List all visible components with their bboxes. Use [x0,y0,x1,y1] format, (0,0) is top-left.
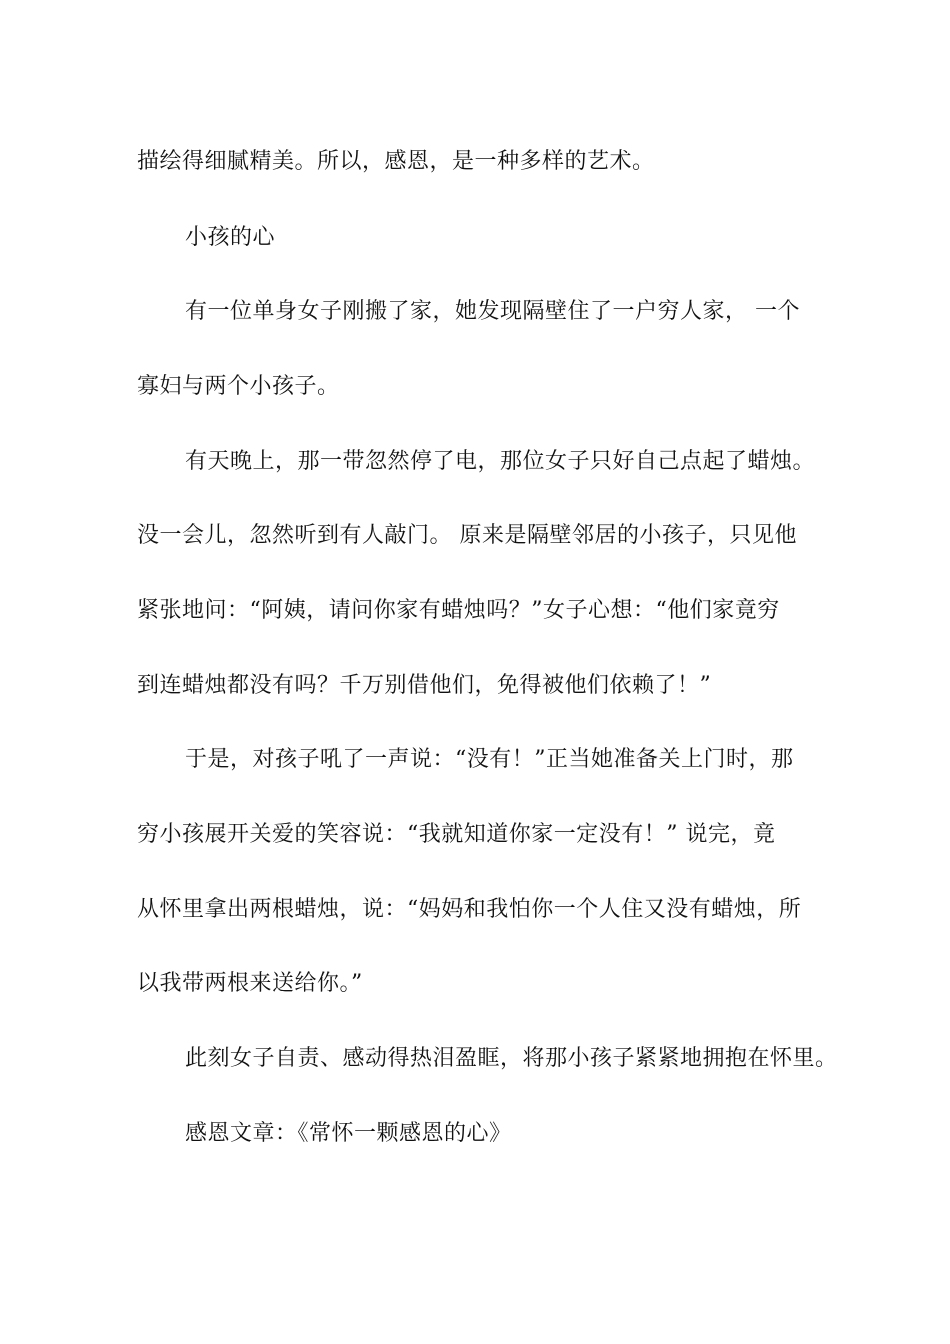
paragraph-line: 寡妇与两个小孩子。 [137,374,340,399]
paragraph-line: 没一会儿，忽然听到有人敲门。 原来是隔壁邻居的小孩子，只见他 [137,523,797,548]
paragraph-line: 有一位单身女子刚搬了家，她发现隔壁住了一户穷人家， 一个 [185,299,800,324]
paragraph-line: 此刻女子自责、感动得热泪盈眶，将那小孩子紧紧地拥抱在怀里。 [185,1046,838,1071]
paragraph-line: 有天晚上，那一带忽然停了电，那位女子只好自己点起了蜡烛。 [185,449,816,474]
paragraph-line: 以我带两根来送给你。” [137,971,363,996]
article-title: 感恩文章：《常怀一颗感恩的心》 [185,1121,512,1146]
paragraph-line: 描绘得细腻精美。所以，感恩，是一种多样的艺术。 [137,149,655,174]
paragraph-line: 紧张地问：“阿姨，请问你家有蜡烛吗？”女子心想：“他们家竟穷 [137,598,780,623]
paragraph-line: 到连蜡烛都没有吗？千万别借他们，免得被他们依赖了！” [137,673,712,698]
paragraph-line: 从怀里拿出两根蜡烛，说：“妈妈和我怕你一个人住又没有蜡烛，所 [137,897,802,922]
section-heading: 小孩的心 [185,225,276,250]
paragraph-line: 穷小孩展开关爱的笑容说：“我就知道你家一定没有！” 说完，竟 [137,822,776,847]
paragraph-line: 于是，对孩子吼了一声说：“没有！”正当她准备关上门时，那 [185,747,794,772]
